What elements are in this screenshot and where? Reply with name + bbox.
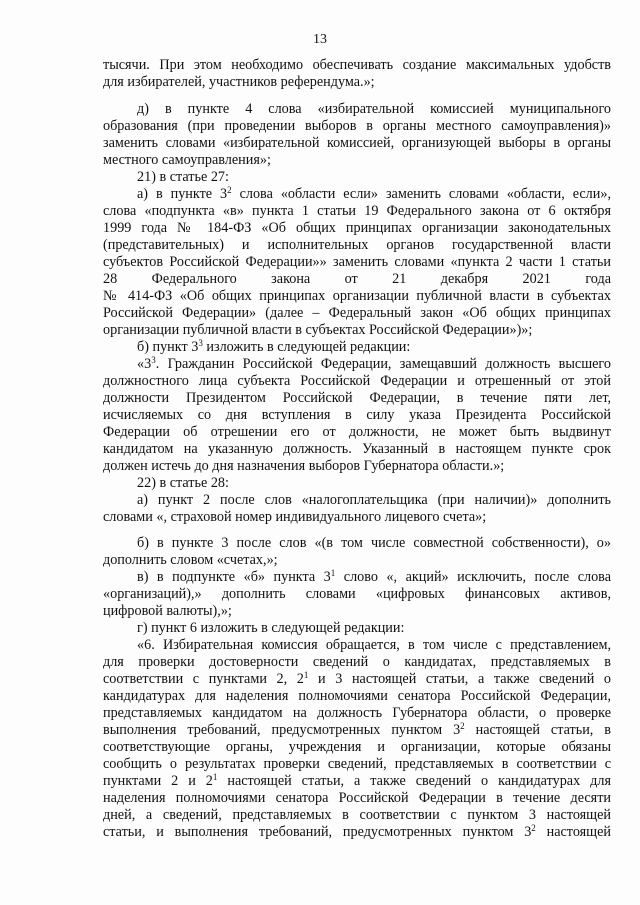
text-line	[103, 254, 611, 271]
line-text: должности Президентом Российской Федерации, в течение пяти лет,	[103, 390, 611, 406]
line-text: настоящей статьи, а также сведений о кандидатурах для	[217, 773, 611, 789]
text-line	[103, 773, 611, 790]
text-line	[103, 271, 611, 288]
page-number: 13	[313, 32, 327, 47]
text-line	[137, 356, 611, 373]
text-line	[103, 288, 611, 305]
line-text: цифровой валюты),»;	[103, 603, 232, 619]
line-text: дней, а сведений, представляемых в соответствии с пунктом 3 настоящей	[103, 807, 611, 823]
line-text: пунктами 2 и 2	[103, 773, 213, 789]
text-line	[137, 169, 611, 186]
superscript: 1	[330, 568, 336, 578]
line-text: тысячи. При этом необходимо обеспечивать создание максимальных удобств	[103, 57, 611, 73]
text-line	[103, 705, 611, 722]
text-line	[103, 739, 611, 756]
line-text: соответствии с пунктами 2, 2	[103, 671, 304, 687]
line-text: б) пункт 3	[137, 339, 199, 355]
text-line	[103, 722, 611, 739]
text-line	[137, 569, 611, 586]
line-text: настоящей	[535, 824, 611, 840]
text-line	[103, 322, 611, 339]
line-text: кандидатом на указанную должность. Указанный в настоящем пункте срок	[103, 441, 611, 457]
line-text: а) пункт 2 после слов «налогоплательщика (при наличии)» дополнить	[137, 492, 611, 508]
line-text: местного самоуправления»;	[103, 152, 271, 168]
line-text: статьи, и выполнения требований, предусмотренных пунктом 3	[103, 824, 532, 840]
text-line	[103, 552, 611, 569]
line-text: г) пункт 6 изложить в следующей редакции:	[137, 620, 405, 636]
line-text: 22) в статье 28:	[137, 475, 229, 491]
text-line	[103, 441, 611, 458]
text-line	[103, 74, 611, 91]
text-line	[137, 637, 611, 654]
text-line	[103, 220, 611, 237]
text-line	[103, 152, 611, 169]
text-line	[137, 475, 611, 492]
line-text: словами «, страховой номер индивидуального лицевого счета»;	[103, 509, 487, 525]
text-line	[103, 824, 611, 841]
line-text: 28 Федерального закона от 21 декабря 2021 года	[103, 271, 611, 287]
text-line	[137, 535, 611, 552]
text-line	[103, 118, 611, 135]
line-text: Федерации об отрешении его от должности, не может быть выдвинут	[103, 424, 611, 440]
line-text: . Гражданин Российской Федерации, замещавший должность высшего	[155, 356, 611, 372]
line-text: соответствующие органы, учреждения и организации, которые обязаны	[103, 739, 611, 755]
line-text: выполнения требований, предусмотренных пунктом 3	[103, 722, 461, 738]
line-text: исчисляемых со дня вступления в силу указа Президента Российской	[103, 407, 611, 423]
superscript: 2	[531, 823, 536, 833]
line-text: должностного лица субъекта Российской Федерации и отрешенный от этой	[103, 373, 611, 389]
line-text: заменить словами «избирательной комиссией, организующей выборы в органы	[103, 135, 611, 151]
line-text: и 3 настоящей статьи, а также сведений о	[308, 671, 611, 687]
superscript: 2	[227, 185, 232, 195]
text-line	[103, 654, 611, 671]
text-line	[103, 688, 611, 705]
text-line	[137, 620, 611, 637]
line-text: б) в пункте 3 после слов «(в том числе совместной собственности), о»	[137, 535, 611, 551]
line-text: кандидатурах для наделения полномочиями сенатора Российской Федерации,	[103, 688, 611, 704]
text-line	[103, 305, 611, 322]
line-text: организации публичной власти в субъектах Российской Федерации»)»;	[103, 322, 533, 338]
text-line	[103, 373, 611, 390]
line-text: «3	[137, 356, 152, 372]
line-text: для избирателей, участников референдума.»;	[103, 74, 375, 90]
line-text: образования (при проведении выборов в органы местного самоуправления)»	[103, 118, 611, 134]
line-text: 1999 года № 184-ФЗ «Об общих принципах организации законодательных	[103, 220, 611, 236]
text-line	[137, 492, 611, 509]
text-line	[103, 509, 611, 526]
line-text: «организаций),» дополнить словами «цифровых финансовых активов,	[103, 586, 611, 602]
superscript: 1	[212, 772, 218, 782]
text-line	[137, 101, 611, 118]
line-text: Российской Федерации» (далее – Федеральный закон «Об общих принципах	[103, 305, 611, 321]
line-text: слова «области если» заменить словами «области, если»,	[231, 186, 611, 202]
text-line	[103, 424, 611, 441]
superscript: 1	[303, 670, 309, 680]
text-line	[103, 586, 611, 603]
text-line	[137, 339, 611, 356]
text-line	[103, 603, 611, 620]
text-line	[137, 186, 611, 203]
text-line	[103, 57, 611, 74]
superscript: 3	[151, 355, 156, 365]
line-text: для проверки достоверности сведений о кандидатах, представляемых в	[103, 654, 611, 670]
line-text: слово «, акций» исключить, после слова	[335, 569, 611, 585]
line-text: субъектов Российской Федерации»» заменить словами «пункта 2 части 1 статьи	[103, 254, 611, 270]
text-line	[103, 756, 611, 773]
text-line	[103, 671, 611, 688]
line-text: «6. Избирательная комиссия обращается, в том числе с представлением,	[137, 637, 611, 653]
line-text: в) в подпункте «б» пункта 3	[137, 569, 331, 585]
text-line	[103, 458, 611, 475]
line-text: д) в пункте 4 слова «избирательной комиссией муниципального	[137, 101, 611, 117]
line-text: сообщить о результатах проверки сведений, представляемых в соответствии с	[103, 756, 611, 772]
line-text: дополнить словом «счетах,»;	[103, 552, 278, 568]
text-line	[103, 203, 611, 220]
line-text: настоящей статьи, в	[464, 722, 611, 738]
line-text: должен истечь до дня назначения выборов Губернатора области.»;	[103, 458, 505, 474]
text-line	[103, 407, 611, 424]
text-line	[103, 135, 611, 152]
text-line	[103, 807, 611, 824]
line-text: наделения полномочиями сенатора Российской Федерации в течение десяти	[103, 790, 611, 806]
text-line	[103, 237, 611, 254]
superscript: 2	[460, 721, 465, 731]
text-line	[103, 790, 611, 807]
line-text: (представительных) и исполнительных органов государственной власти	[103, 237, 611, 253]
line-text: представляемых кандидатом на должность Губернатора области, о проверке	[103, 705, 611, 721]
line-text: № 414-ФЗ «Об общих принципах организации публичной власти в субъектах	[103, 288, 611, 304]
line-text: изложить в следующей редакции:	[202, 339, 411, 355]
text-line	[103, 390, 611, 407]
superscript: 3	[198, 338, 203, 348]
line-text: слова «подпункта «в» пункта 1 статьи 19 Федерального закона от 6 октября	[103, 203, 611, 219]
line-text: 21) в статье 27:	[137, 169, 229, 185]
line-text: а) в пункте 3	[137, 186, 228, 202]
